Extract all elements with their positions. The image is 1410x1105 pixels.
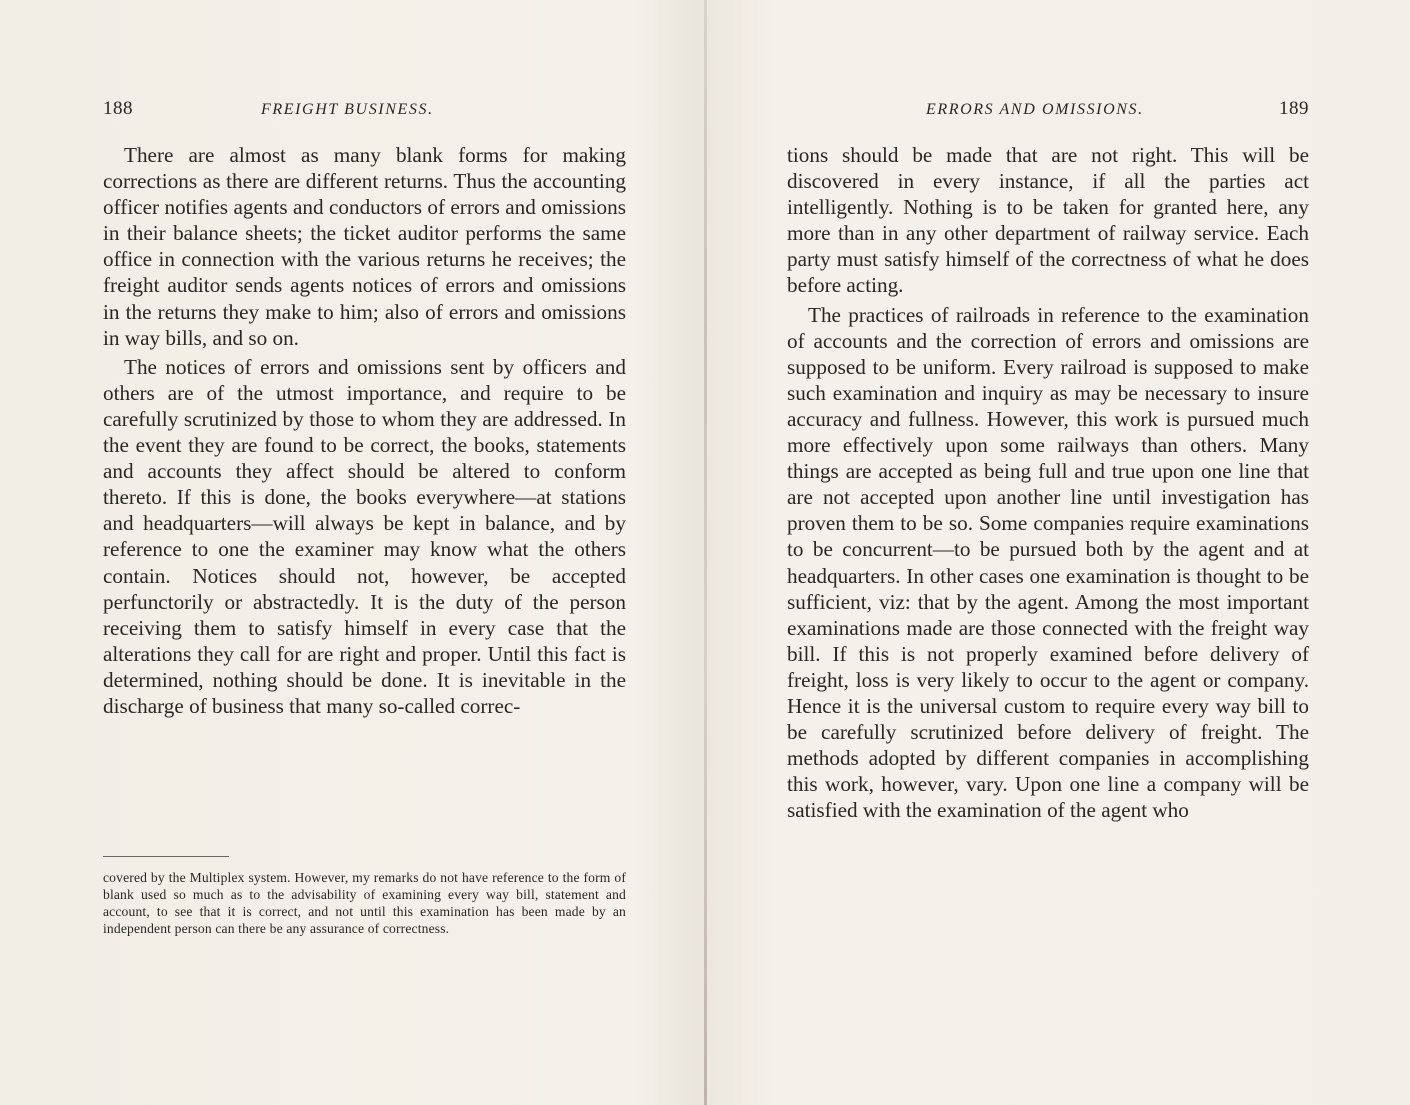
footnote-rule [103, 856, 229, 857]
right-page [707, 0, 1410, 1105]
left-page-body [103, 142, 626, 719]
left-page-number: 188 [103, 98, 133, 119]
footnote [103, 870, 626, 938]
left-paragraph-2: The notices of errors and omissions sent by officers and others are of the utmost importance, and require to be carefully scrutinized by those to whom they are addressed. In the event they are found to be correct, the books, statements and accounts they affect should be altered to conform thereto. If this is done, the books everywhere—at stations and headquarters—will always be kept in balance, and by reference to one the examiner may know what the others contain. Notices should not, however, be accepted perfunctorily or abstractedly. It is the duty of the person receiving them to satisfy himself in every case that the alterations they call for are right and proper. Until this fact is determined, nothing should be done. It is inevitable in the discharge of business that many so-called correc- [103, 354, 626, 718]
right-paragraph-1: tions should be made that are not right. This will be discovered in every instance, if all the parties act intelligently. Nothing is to be taken for granted here, any more than in any other department of railway service. Each party must satisfy himself of the correctness of what he does before acting. [787, 143, 1309, 298]
right-paragraph-2: The practices of railroads in reference to the examination of accounts and the correction of errors and omissions are supposed to be uniform. Every railroad is supposed to make such examination and inquiry as may be necessary to insure accuracy and fullness. However, this work is pursued much more effectively upon some railways than others. Many things are accepted as being full and true upon one line that are not accepted upon another line until investigation has proven them to be so. Some companies require examinations to be concurrent—to be pursued both by the agent and at headquarters. In other cases one examination is thought to be sufficient, viz: that by the agent. Among the most important examinations made are those connected with the freight way bill. If this is not properly examined before delivery of freight, loss is very likely to occur to the agent or company. Hence it is the universal custom to require every way bill to be carefully scrutinized before delivery of freight. The methods adopted by different companies in accomplishing this work, however, vary. Upon one line a company will be satisfied with the examination of the agent who [787, 302, 1309, 823]
right-page-number: 189 [1279, 98, 1309, 119]
right-running-head: ERRORS AND OMISSIONS. [926, 101, 1144, 118]
footnote-text: covered by the Multiplex system. However, my remarks do not have reference to the form of blank used so much as to the advisability of examining every way bill, statement and account, to see that it is correct, and not until this examination has been made by an independent person can there be any assurance of correctness. [103, 870, 626, 936]
left-page [0, 0, 704, 1105]
right-page-header [787, 97, 1309, 121]
right-page-body [787, 142, 1309, 823]
left-paragraph-1: There are almost as many blank forms for making corrections as there are different returns. Thus the accounting officer notifies agents and conductors of errors and omissions in their balance sheets; the ticket auditor performs the same office in connection with the various returns he receives; the freight auditor sends agents notices of errors and omissions in the returns they make to him; also of errors and omissions in way bills, and so on. [103, 143, 626, 350]
left-page-header [103, 97, 626, 121]
left-running-head: FREIGHT BUSINESS. [261, 101, 434, 118]
